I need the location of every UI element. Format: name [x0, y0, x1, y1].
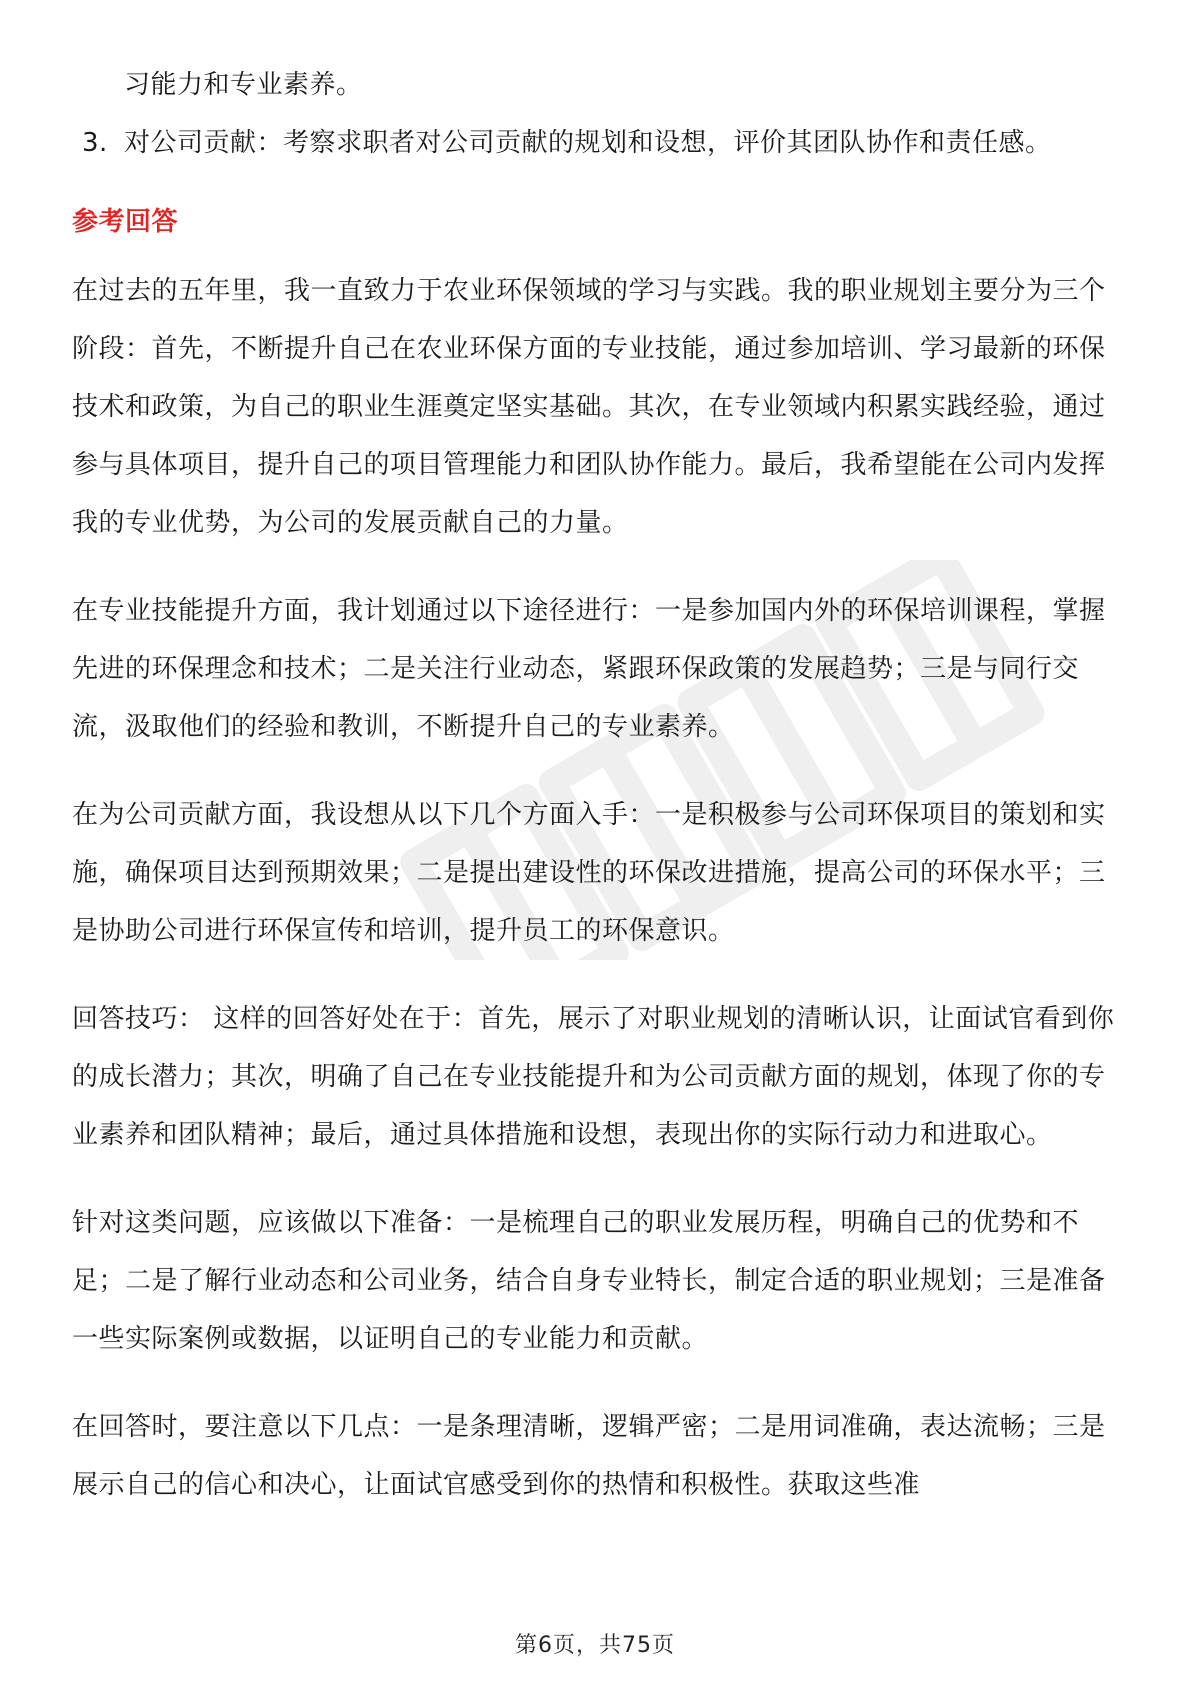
- page-number-footer: 第6页，共75页: [515, 1633, 675, 1658]
- document-body: [72, 56, 1122, 1544]
- section-heading-reference-answer: 参考回答: [72, 207, 179, 237]
- paragraph-skill-improvement: 在专业技能提升方面，我计划通过以下途径进行：一是参加国内外的环保培训课程，掌握先进的环保理念和技术；二是关注行业动态，紧跟环保政策的发展趋势；三是与同行交流，汲取他们的经验和教训，不断提升自己的专业素养。: [72, 596, 1106, 742]
- list-item-text: 对公司贡献：考察求职者对公司贡献的规划和设想，评价其团队协作和责任感。: [124, 128, 1052, 158]
- paragraph-preparation: 针对这类问题，应该做以下准备：一是梳理自己的职业发展历程，明确自己的优势和不足；二是了解行业动态和公司业务，结合自身专业特长，制定合适的职业规划；三是准备一些实际案例或数据，以证明自己的专业能力和贡献。: [72, 1208, 1106, 1354]
- list-number: 3.: [82, 128, 108, 158]
- list-item-continuation: 习能力和专业素养。: [124, 70, 363, 100]
- paragraph-answer-notes: 在回答时，要注意以下几点：一是条理清晰，逻辑严密；二是用词准确，表达流畅；三是展示自己的信心和决心，让面试官感受到你的热情和积极性。获取这些准: [72, 1412, 1106, 1500]
- paragraph-answer-tips: 回答技巧： 这样的回答好处在于：首先，展示了对职业规划的清晰认识，让面试官看到你的成长潜力；其次，明确了自己在专业技能提升和为公司贡献方面的规划，体现了你的专业素养和团队精神；最后，通过具体措施和设想，表现出你的实际行动力和进取心。: [72, 1004, 1115, 1150]
- list-item-3: [72, 114, 1122, 172]
- paragraph-career-plan: 在过去的五年里，我一直致力于农业环保领域的学习与实践。我的职业规划主要分为三个阶段：首先，不断提升自己在农业环保方面的专业技能，通过参加培训、学习最新的环保技术和政策，为自己的职业生涯奠定坚实基础。其次，在专业领域内积累实践经验，通过参与具体项目，提升自己的项目管理能力和团队协作能力。最后，我希望能在公司内发挥我的专业优势，为公司的发展贡献自己的力量。: [72, 276, 1106, 538]
- paragraph-company-contribution: 在为公司贡献方面，我设想从以下几个方面入手：一是积极参与公司环保项目的策划和实施，确保项目达到预期效果；二是提出建设性的环保改进措施，提高公司的环保水平；三是协助公司进行环保宣传和培训，提升员工的环保意识。: [72, 800, 1106, 946]
